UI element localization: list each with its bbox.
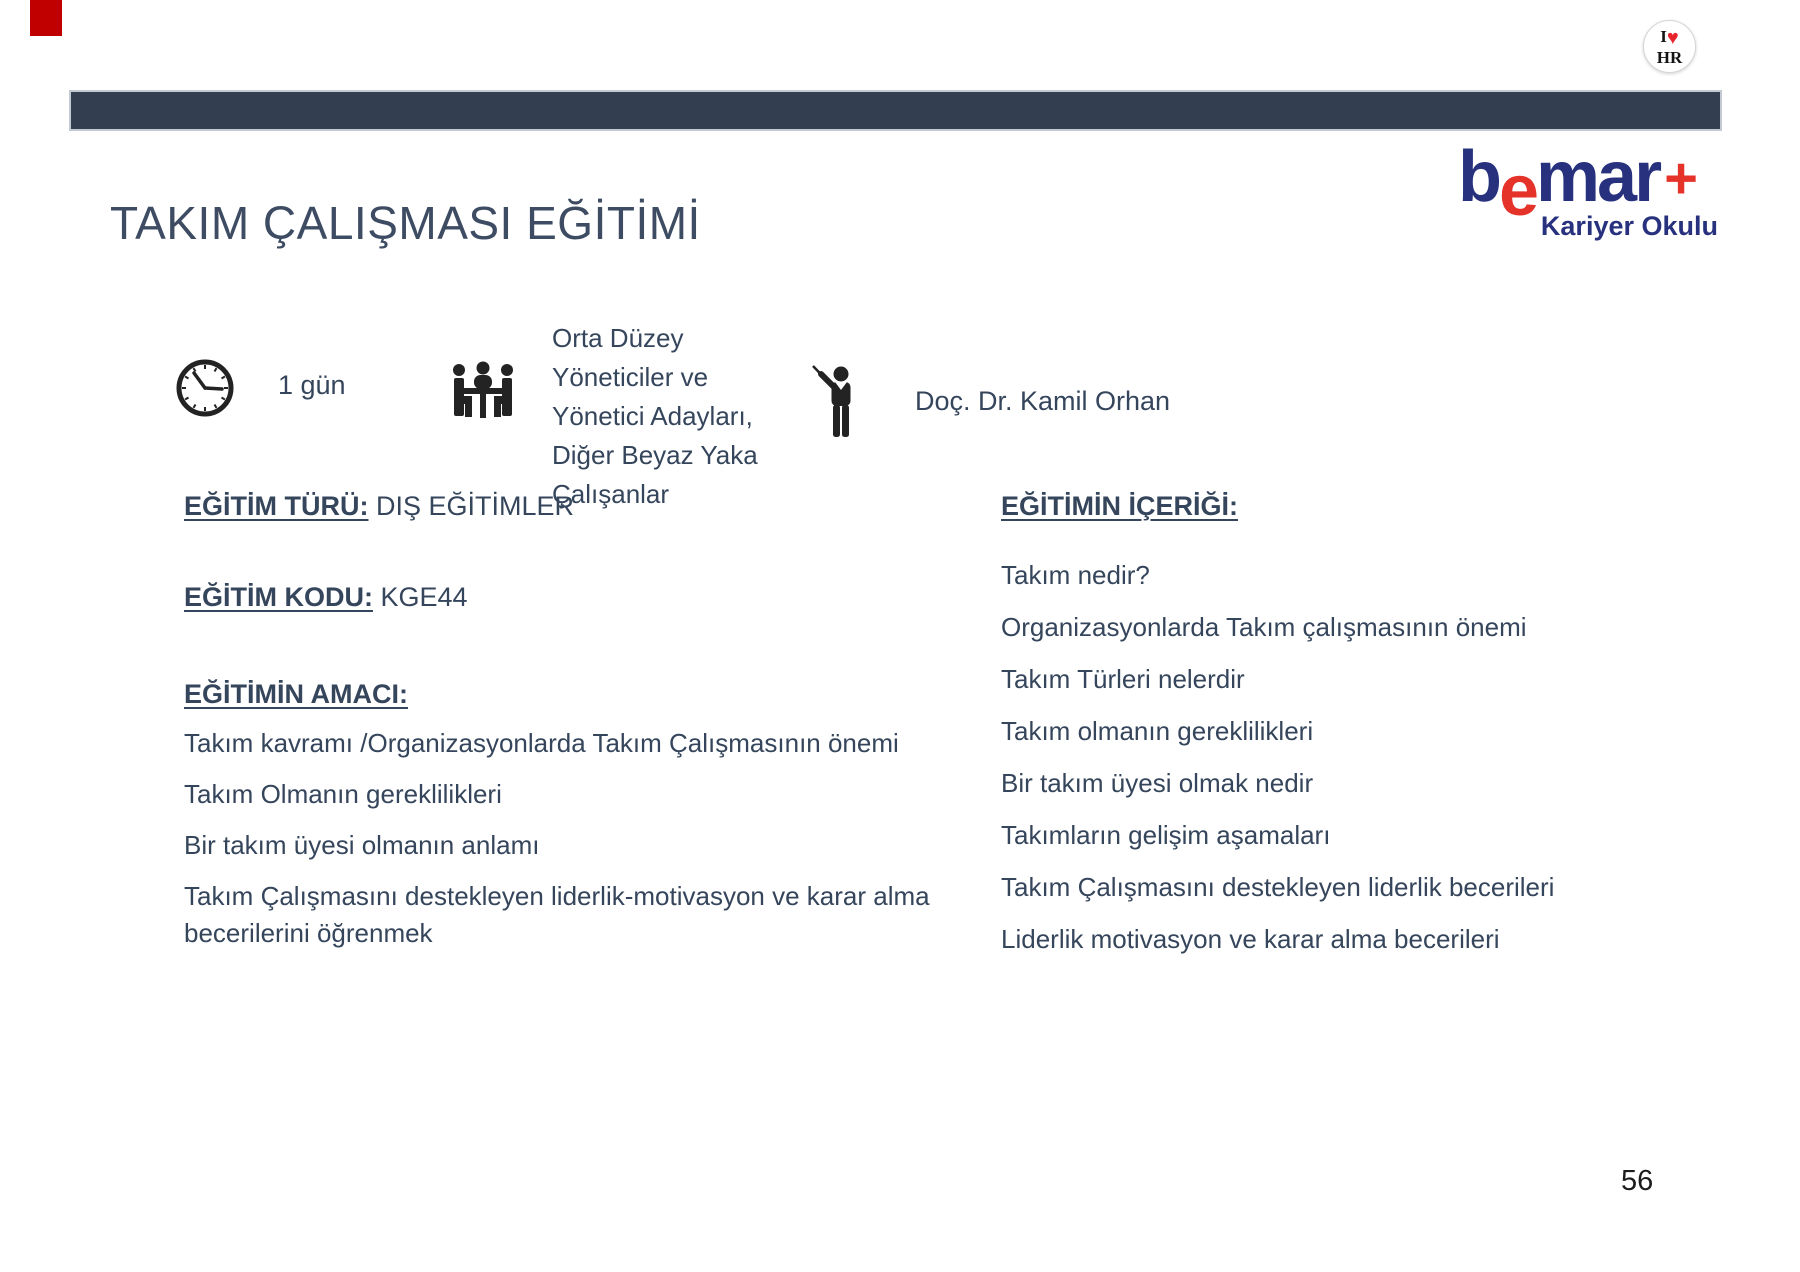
training-code-row: [184, 582, 468, 613]
instructor-name: Doç. Dr. Kamil Orhan: [915, 386, 1171, 416]
content-item: Takımların gelişim aşamaları: [1001, 820, 1331, 850]
content-item: Takım Türleri nelerdir: [1001, 664, 1245, 694]
top-accent-bar: [69, 90, 1722, 131]
purpose-heading: EĞİTİMİN AMACI:: [184, 679, 408, 709]
red-marker: [30, 0, 62, 36]
content-item: Liderlik motivasyon ve karar alma becerileri: [1001, 924, 1500, 954]
page-number: 56: [1621, 1165, 1654, 1197]
i-love-hr-logo: [1643, 20, 1696, 73]
hr-badge-top-line: [1644, 27, 1695, 48]
purpose-item: Takım Olmanın gereklilikleri: [184, 779, 502, 809]
purpose-item: Takım kavramı /Organizasyonlarda Takım Çalışmasının önemi: [184, 728, 899, 758]
training-type-row: [184, 491, 574, 522]
audience-line: Çalışanlar: [552, 479, 670, 509]
content-heading: EĞİTİMİN İÇERİĞİ:: [1001, 491, 1239, 521]
page-title: TAKIM ÇALIŞMASI EĞİTİMİ: [110, 197, 701, 249]
audience-line: Yöneticiler ve: [552, 362, 709, 392]
purpose-list: [184, 725, 932, 966]
audience-text: [552, 319, 758, 514]
bemar-letter-e: e: [1498, 151, 1537, 231]
content-item: Takım Çalışmasını destekleyen liderlik becerileri: [1001, 872, 1555, 902]
audience-line: Diğer Beyaz Yaka: [552, 440, 758, 470]
content-item: Takım olmanın gereklilikleri: [1001, 716, 1314, 746]
plus-icon: +: [1664, 146, 1698, 211]
bemar-subtitle: Kariyer Okulu: [1540, 211, 1718, 241]
clock-icon: [175, 358, 235, 418]
purpose-item: Bir takım üyesi olmanın anlamı: [184, 830, 540, 860]
training-code-value: KGE44: [373, 582, 468, 612]
content-item: Organizasyonlarda Takım çalışmasının önemi: [1001, 612, 1527, 642]
bemar-letter-b: b: [1458, 137, 1499, 217]
bemar-logo: [1458, 137, 1718, 242]
duration-label: 1 gün: [278, 370, 346, 400]
audience-line: Orta Düzey: [552, 323, 684, 353]
hr-badge-i: I: [1660, 27, 1667, 46]
training-type-value: DIŞ EĞİTİMLER: [368, 491, 575, 521]
hr-badge-bottom-line: HR: [1656, 48, 1683, 67]
meeting-icon: [450, 360, 516, 420]
bemar-letters-mar: mar: [1536, 137, 1660, 217]
content-item: Takım nedir?: [1001, 560, 1150, 590]
audience-line: Yönetici Adayları,: [552, 401, 753, 431]
content-item: Bir takım üyesi olmak nedir: [1001, 768, 1314, 798]
heart-icon: ♥: [1666, 27, 1679, 49]
training-type-label: EĞİTİM TÜRÜ:: [184, 491, 369, 521]
presenter-icon: [810, 363, 862, 445]
purpose-item: Takım Çalışmasını destekleyen liderlik-motivasyon ve karar alma becerilerini öğrenmek: [184, 881, 930, 948]
training-code-label: EĞİTİM KODU:: [184, 582, 373, 612]
content-list: [1001, 557, 1791, 973]
